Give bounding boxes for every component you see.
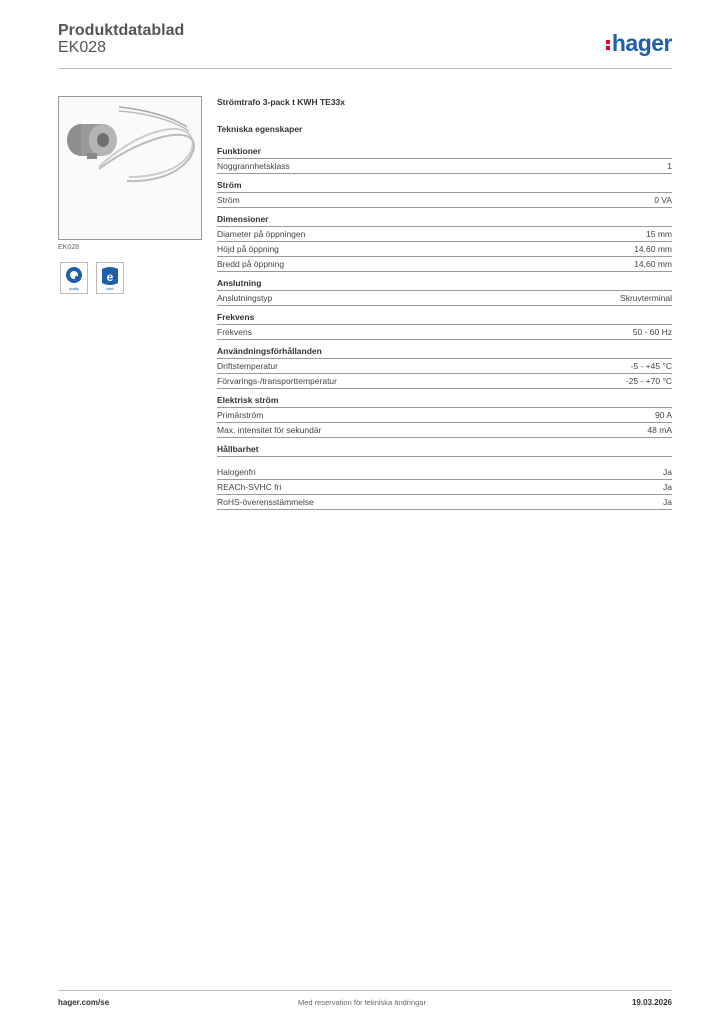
section-title: Elektrisk ström xyxy=(217,394,672,408)
section-title: Ström xyxy=(217,179,672,193)
section-title: Användningsförhållanden xyxy=(217,345,672,359)
spec-label: Höjd på öppning xyxy=(217,244,279,254)
spec-row xyxy=(217,257,672,272)
hager-logo xyxy=(606,30,672,57)
spec-value: 0 VA xyxy=(654,195,672,205)
spec-label: Anslutningstyp xyxy=(217,293,273,303)
spec-table xyxy=(217,96,672,515)
spec-label: Max. intensitet för sekundär xyxy=(217,425,322,435)
spec-section xyxy=(217,394,672,438)
spec-section xyxy=(217,443,672,510)
spec-row xyxy=(217,227,672,242)
spec-label: Halogenfri xyxy=(217,467,256,477)
section-title: Anslutning xyxy=(217,277,672,291)
spec-label: REACh-SVHC fri xyxy=(217,482,282,492)
spec-value: Skruvterminal xyxy=(620,293,672,303)
cert2-text: label xyxy=(106,287,114,291)
section-title: Dimensioner xyxy=(217,213,672,227)
product-title: Strömtrafo 3-pack t KWH TE33x xyxy=(217,97,345,107)
spec-row xyxy=(217,408,672,423)
spec-section xyxy=(217,277,672,306)
section-title: Hållbarhet xyxy=(217,443,672,457)
cert1-text: quality xyxy=(68,287,80,291)
spec-row xyxy=(217,242,672,257)
footer-divider xyxy=(58,990,672,991)
spec-label: RoHS-överensstämmelse xyxy=(217,497,314,507)
spec-label: Primärström xyxy=(217,410,264,420)
spec-label: Diameter på öppningen xyxy=(217,229,306,239)
spec-sections xyxy=(217,145,672,510)
spec-section xyxy=(217,213,672,272)
product-code: EK028 xyxy=(58,39,107,56)
spec-heading: Tekniska egenskaper xyxy=(217,124,303,134)
spec-row xyxy=(217,325,672,340)
spec-section xyxy=(217,345,672,389)
spec-label: Frekvens xyxy=(217,327,252,337)
spec-section xyxy=(217,179,672,208)
logo-dots-icon xyxy=(606,38,611,52)
spec-value: 48 mA xyxy=(647,425,672,435)
footer-disclaimer: Med reservation för tekniska ändringar xyxy=(298,998,426,1007)
spec-value: Ja xyxy=(663,467,672,477)
quality-q-icon xyxy=(61,263,87,293)
spec-value: -5 - +45 °C xyxy=(630,361,672,371)
footer-website: hager.com/se xyxy=(58,998,110,1007)
spec-row xyxy=(217,159,672,174)
spec-value: 14,60 mm xyxy=(634,259,672,269)
page-title: Produktdatablad xyxy=(58,22,185,39)
label-e-icon xyxy=(97,263,123,293)
spec-row xyxy=(217,495,672,510)
spec-row xyxy=(217,193,672,208)
section-title: Frekvens xyxy=(217,311,672,325)
spec-row xyxy=(217,291,672,306)
spec-row xyxy=(217,465,672,480)
spec-value: -25 - +70 °C xyxy=(625,376,672,386)
svg-text:e: e xyxy=(106,270,114,284)
spec-label: Driftstemperatur xyxy=(217,361,278,371)
footer-date: 19.03.2026 xyxy=(631,998,672,1007)
quality-certification-badge xyxy=(60,262,88,294)
spec-label: Förvarings-/transporttemperatur xyxy=(217,376,337,386)
spec-value: Ja xyxy=(663,482,672,492)
spec-value: 15 mm xyxy=(646,229,672,239)
spec-section xyxy=(217,311,672,340)
spec-value: 14,60 mm xyxy=(634,244,672,254)
spec-label: Bredd på öppning xyxy=(217,259,285,269)
spec-label: Noggrannhetsklass xyxy=(217,161,290,171)
spec-value: Ja xyxy=(663,497,672,507)
spec-row xyxy=(217,423,672,438)
product-image xyxy=(58,96,202,240)
spec-section xyxy=(217,145,672,174)
spec-value: 90 A xyxy=(654,410,672,420)
spec-row xyxy=(217,480,672,495)
spec-row xyxy=(217,374,672,389)
spec-value: 50 - 60 Hz xyxy=(632,327,672,337)
spec-value: 1 xyxy=(667,161,672,171)
spec-label: Ström xyxy=(217,195,240,205)
section-title: Funktioner xyxy=(217,145,672,159)
spec-row xyxy=(217,359,672,374)
current-transformer-icon xyxy=(59,97,201,239)
logo-text: hager xyxy=(611,30,672,56)
header-divider xyxy=(58,68,672,69)
image-caption: EK028 xyxy=(58,244,80,251)
eco-label-badge xyxy=(96,262,124,294)
